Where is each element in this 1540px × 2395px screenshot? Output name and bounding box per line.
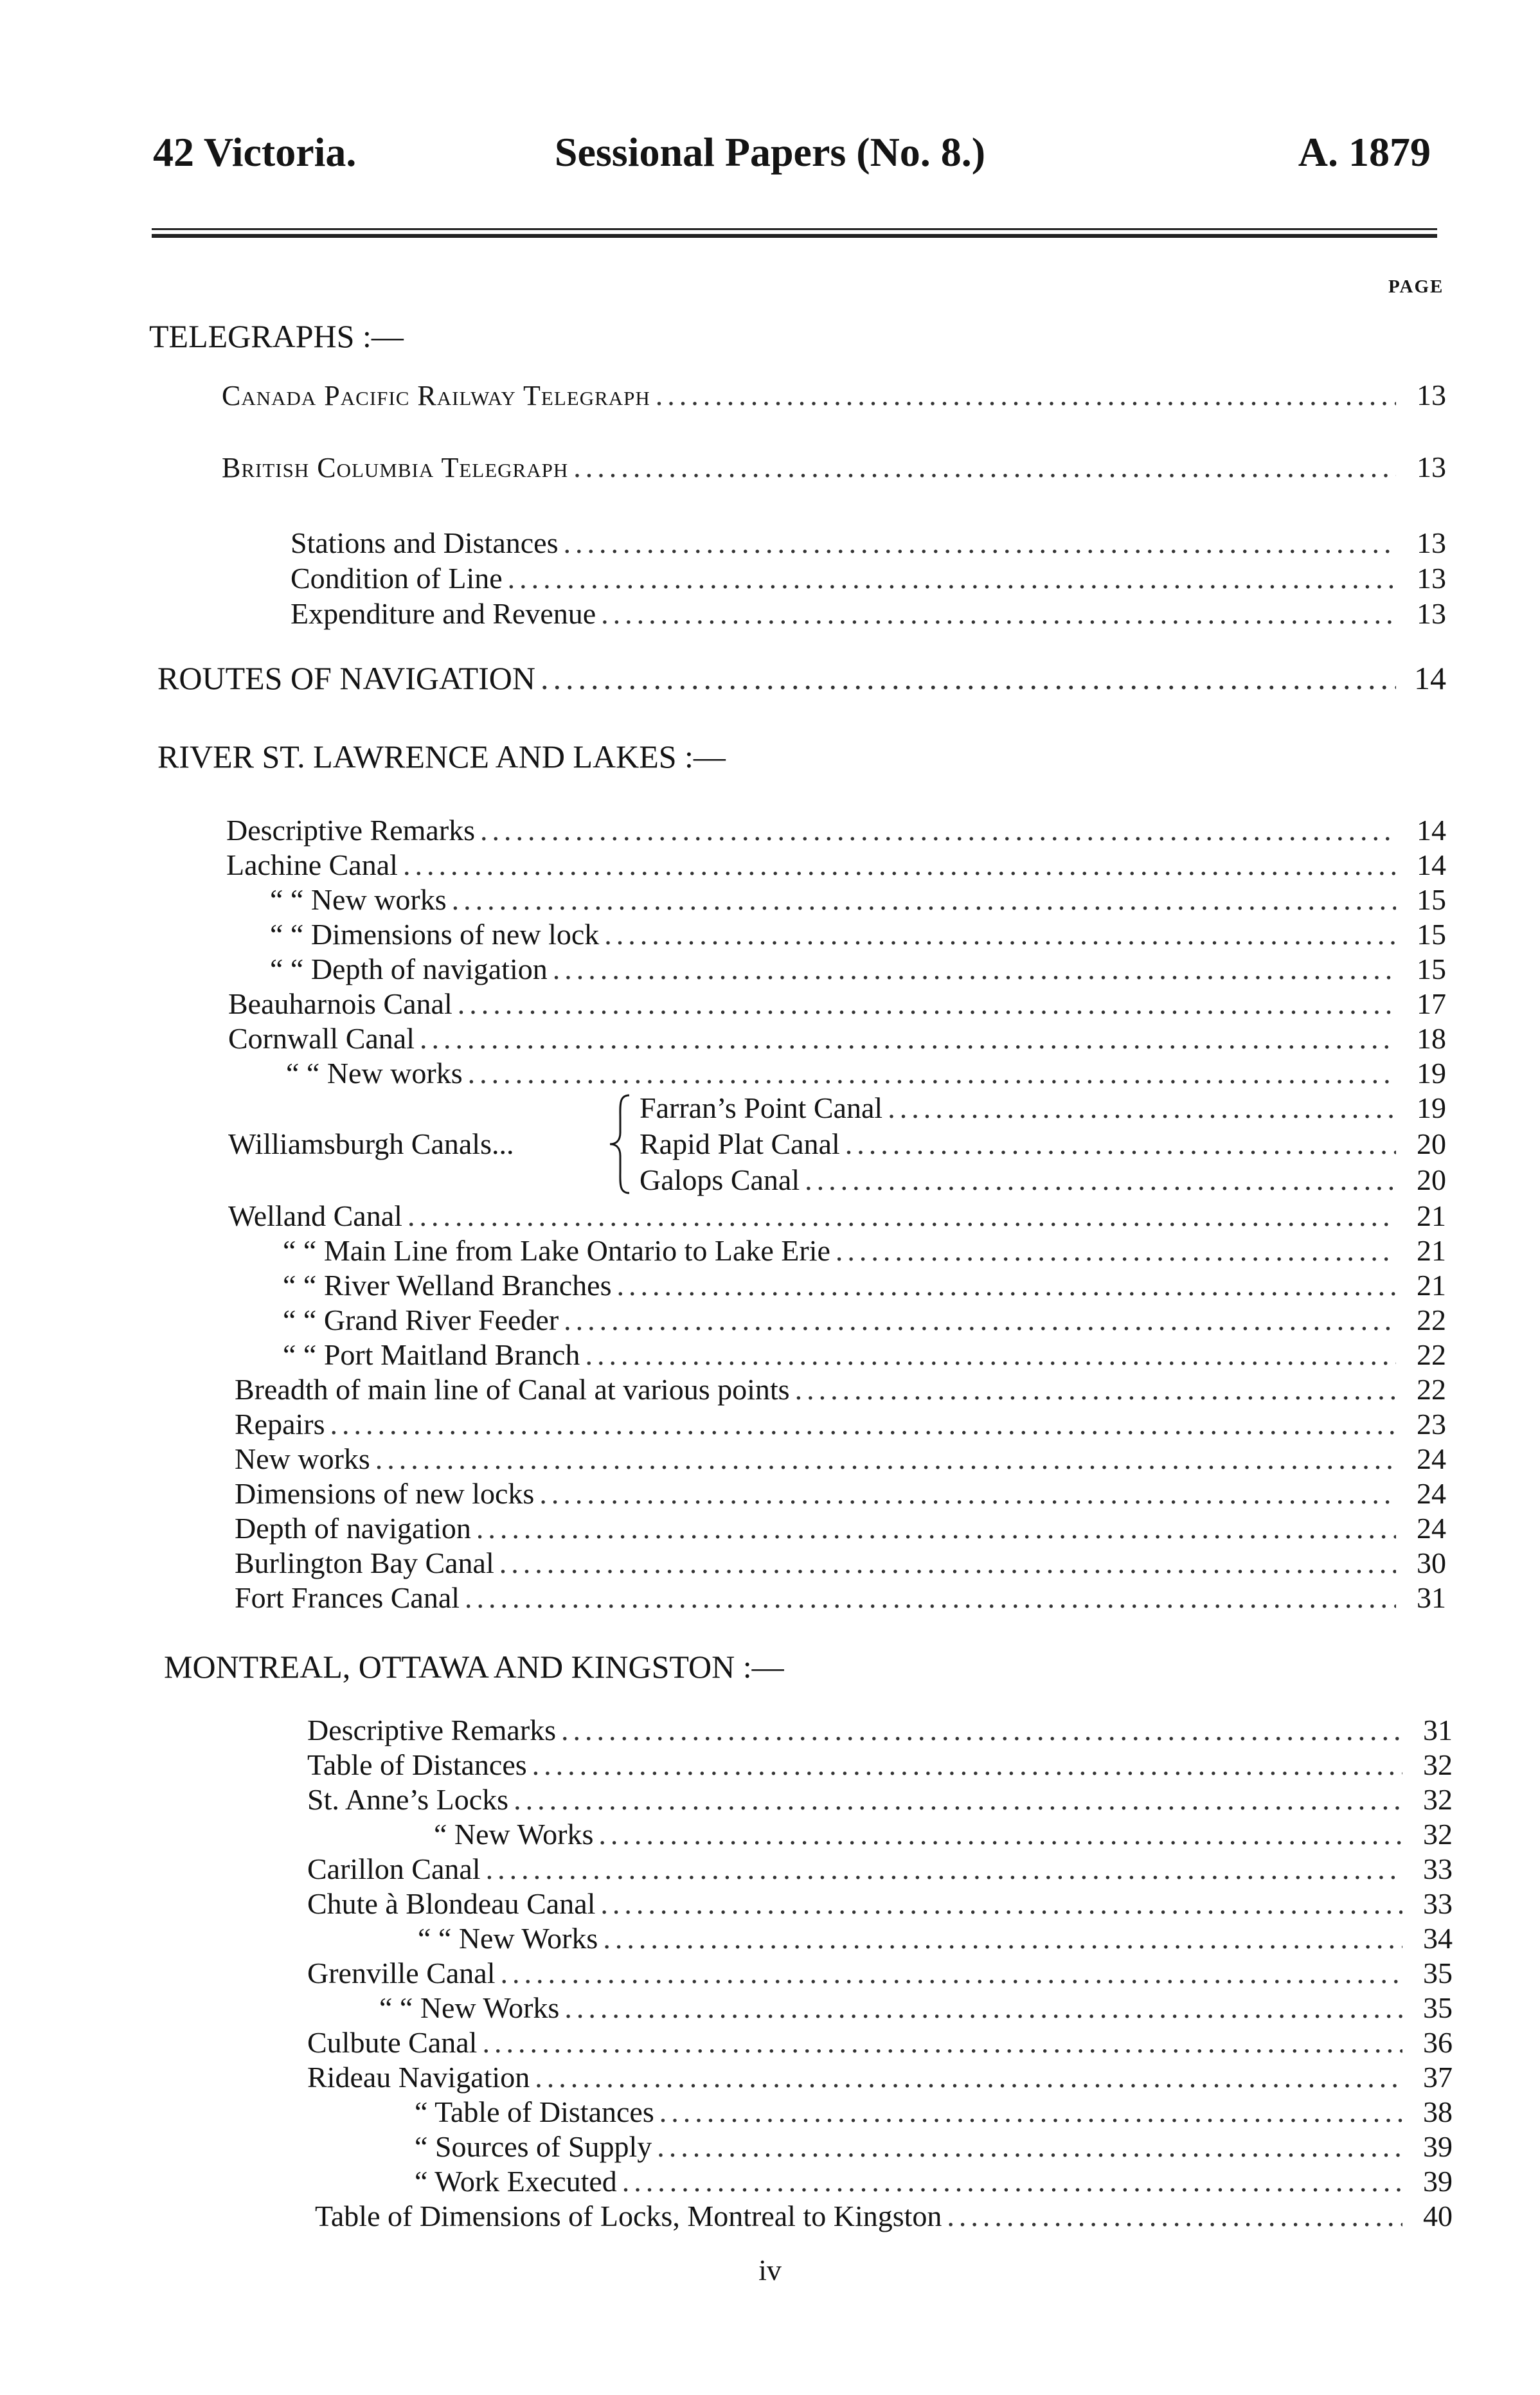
entry-page: 13	[1417, 597, 1446, 630]
leader-dots	[836, 1232, 1396, 1270]
header-rule-thick	[152, 234, 1437, 238]
toc-entry	[640, 1125, 1446, 1163]
toc-entry-routes	[157, 659, 1446, 697]
leader-dots	[657, 2128, 1402, 2166]
leader-dots	[585, 1336, 1396, 1374]
leader-dots	[403, 846, 1396, 884]
entry-page: 24	[1417, 1477, 1446, 1510]
entry-label: Lachine Canal	[226, 848, 398, 881]
leader-dots	[564, 524, 1397, 562]
entry-page: 20	[1417, 1127, 1446, 1160]
entry-page: 24	[1417, 1512, 1446, 1545]
entry-page: 22	[1417, 1373, 1446, 1406]
entry-page: 35	[1423, 1957, 1453, 1989]
entry-label: Condition of Line	[291, 562, 503, 595]
toc-entry	[235, 1370, 1446, 1409]
toc-entry	[235, 1475, 1446, 1513]
section-heading-montreal: MONTREAL, OTTAWA AND KINGSTON :—	[164, 1649, 784, 1685]
entry-label: British Columbia Telegraph	[222, 452, 569, 483]
entry-label: New works	[235, 1442, 370, 1475]
toc-entry	[640, 1089, 1446, 1127]
leader-dots	[564, 1989, 1402, 2027]
toc-entry	[222, 448, 1446, 487]
entry-label: Stations and Distances	[291, 526, 559, 559]
entry-page: 19	[1417, 1091, 1446, 1124]
toc-entry	[307, 1781, 1453, 1819]
leader-dots	[553, 950, 1396, 989]
entry-label: Chute à Blondeau Canal	[307, 1887, 596, 1920]
toc-entry	[307, 1954, 1453, 1993]
entry-label: Burlington Bay Canal	[235, 1547, 494, 1579]
leader-dots	[476, 1509, 1396, 1548]
entry-label: ROUTES OF NAVIGATION	[157, 660, 535, 696]
entry-label: Fort Frances Canal	[235, 1581, 460, 1614]
leader-dots	[514, 1781, 1402, 1819]
entry-label: Beauharnois Canal	[228, 987, 452, 1020]
leader-dots	[539, 1475, 1396, 1513]
entry-page: 22	[1417, 1338, 1446, 1371]
toc-entry	[270, 881, 1446, 919]
leader-dots	[486, 1850, 1402, 1888]
toc-entry	[228, 1019, 1446, 1058]
entry-page: 32	[1423, 1783, 1453, 1816]
entry-label: Descriptive Remarks	[226, 814, 476, 847]
entry-page: 17	[1417, 987, 1446, 1020]
toc-entry	[315, 2197, 1453, 2236]
entry-page: 15	[1417, 883, 1446, 916]
toc-entry	[291, 559, 1446, 598]
leader-dots	[541, 659, 1396, 697]
entry-page: 38	[1423, 2095, 1453, 2128]
leader-dots	[407, 1197, 1396, 1235]
curly-brace-icon	[607, 1093, 633, 1196]
toc-entry	[235, 1544, 1446, 1583]
entry-page: 15	[1417, 953, 1446, 985]
entry-label: Farran’s Point Canal	[640, 1091, 883, 1124]
toc-entry	[283, 1301, 1446, 1340]
toc-entry	[415, 2128, 1453, 2166]
entry-label: “ Work Executed	[415, 2165, 617, 2198]
leader-dots	[604, 915, 1396, 954]
entry-page: 31	[1423, 1714, 1453, 1746]
entry-label: “ “ Depth of navigation	[270, 953, 548, 985]
entry-label: Repairs	[235, 1408, 325, 1440]
williamsburgh-canals-label: Williamsburgh Canals...	[228, 1127, 514, 1160]
toc-entry	[235, 1440, 1446, 1478]
page-folio: iv	[758, 2254, 782, 2286]
toc-entry	[286, 1054, 1446, 1093]
entry-label: “ “ New works	[270, 883, 447, 916]
toc-entry	[307, 1850, 1453, 1888]
toc-entry	[270, 950, 1446, 989]
entry-page: 14	[1417, 848, 1446, 881]
entry-label: “ “ Main Line from Lake Ontario to Lake Erie	[283, 1234, 830, 1267]
entry-label: Expenditure and Revenue	[291, 597, 596, 630]
leader-dots	[452, 881, 1396, 919]
toc-entry	[415, 2162, 1453, 2201]
entry-label: Galops Canal	[640, 1163, 800, 1196]
entry-label: Depth of navigation	[235, 1512, 471, 1545]
toc-entry	[226, 846, 1446, 884]
entry-label: Rideau Navigation	[307, 2061, 530, 2094]
leader-dots	[330, 1405, 1396, 1444]
entry-label: Dimensions of new locks	[235, 1477, 535, 1510]
entry-page: 33	[1423, 1852, 1453, 1885]
entry-page: 22	[1417, 1304, 1446, 1336]
entry-page: 35	[1423, 1991, 1453, 2024]
entry-label: “ Sources of Supply	[415, 2130, 652, 2163]
entry-label: “ “ New works	[286, 1057, 463, 1090]
entry-page: 24	[1417, 1442, 1446, 1475]
entry-page: 18	[1417, 1022, 1446, 1055]
entry-label: Carillon Canal	[307, 1852, 481, 1885]
section-heading-river: RIVER ST. LAWRENCE AND LAKES :—	[157, 739, 726, 775]
toc-entry	[418, 1919, 1453, 1958]
entry-page: 36	[1423, 2026, 1453, 2059]
toc-entry	[235, 1405, 1446, 1444]
leader-dots	[845, 1125, 1396, 1163]
entry-label: “ “ Dimensions of new lock	[270, 918, 600, 951]
entry-page: 37	[1423, 2061, 1453, 2094]
leader-dots	[375, 1440, 1396, 1478]
header-right: A. 1879	[1298, 129, 1431, 175]
toc-entry	[379, 1989, 1453, 2027]
toc-entry	[270, 915, 1446, 954]
leader-dots	[501, 1954, 1402, 1993]
entry-label: “ Table of Distances	[415, 2095, 654, 2128]
entry-label: Breadth of main line of Canal at various points	[235, 1373, 790, 1406]
leader-dots	[805, 1161, 1396, 1199]
toc-entry	[307, 2058, 1453, 2097]
entry-label: Grenville Canal	[307, 1957, 496, 1989]
entry-page: 21	[1417, 1234, 1446, 1267]
entry-label: “ New Works	[434, 1818, 594, 1851]
toc-entry	[307, 1885, 1453, 1923]
toc-entry	[307, 1746, 1453, 1784]
toc-entry	[291, 524, 1446, 562]
entry-page: 40	[1423, 2200, 1453, 2232]
entry-page: 33	[1423, 1887, 1453, 1920]
toc-entry	[283, 1232, 1446, 1270]
entry-label: Welland Canal	[228, 1199, 402, 1232]
toc-entry	[291, 595, 1446, 633]
leader-dots	[561, 1711, 1402, 1750]
entry-page: 21	[1417, 1269, 1446, 1302]
entry-page: 13	[1417, 451, 1446, 483]
leader-dots	[622, 2162, 1402, 2201]
leader-dots	[603, 1919, 1402, 1958]
leader-dots	[420, 1019, 1396, 1058]
entry-label: “ “ River Welland Branches	[283, 1269, 612, 1302]
toc-entry	[228, 1197, 1446, 1235]
toc-entry	[434, 1815, 1453, 1854]
leader-dots	[465, 1579, 1396, 1617]
leader-dots	[656, 376, 1396, 415]
leader-dots	[947, 2197, 1402, 2236]
entry-page: 34	[1423, 1922, 1453, 1955]
entry-label: St. Anne’s Locks	[307, 1783, 509, 1816]
entry-page: 14	[1414, 660, 1446, 696]
entry-page: 21	[1417, 1199, 1446, 1232]
entry-label: Table of Dimensions of Locks, Montreal to Kingston	[315, 2200, 942, 2232]
leader-dots	[564, 1301, 1396, 1340]
entry-page: 15	[1417, 918, 1446, 951]
leader-dots	[601, 595, 1396, 633]
entry-page: 13	[1417, 562, 1446, 595]
entry-page: 13	[1417, 526, 1446, 559]
header-center: Sessional Papers (No. 8.)	[554, 129, 986, 175]
entry-page: 39	[1423, 2130, 1453, 2163]
leader-dots	[532, 1746, 1402, 1784]
leader-dots	[659, 2093, 1402, 2131]
toc-entry	[307, 2023, 1453, 2062]
entry-page: 32	[1423, 1818, 1453, 1851]
toc-entry	[222, 376, 1446, 415]
leader-dots	[600, 1885, 1402, 1923]
entry-page: 30	[1417, 1547, 1446, 1579]
entry-page: 14	[1417, 814, 1446, 847]
entry-page: 23	[1417, 1408, 1446, 1440]
leader-dots	[535, 2058, 1402, 2097]
toc-entry	[415, 2093, 1453, 2131]
leader-dots	[499, 1544, 1396, 1583]
toc-entry	[307, 1711, 1453, 1750]
page-column-label: PAGE	[1388, 276, 1444, 297]
entry-page: 31	[1417, 1581, 1446, 1614]
entry-page: 19	[1417, 1057, 1446, 1090]
toc-entry	[283, 1266, 1446, 1305]
entry-page: 32	[1423, 1748, 1453, 1781]
entry-label: “ “ New Works	[418, 1922, 598, 1955]
toc-entry	[226, 811, 1446, 850]
entry-label: Culbute Canal	[307, 2026, 478, 2059]
entry-label: Descriptive Remarks	[307, 1714, 557, 1746]
leader-dots	[508, 559, 1396, 598]
entry-page: 13	[1417, 379, 1446, 411]
entry-label: Rapid Plat Canal	[640, 1127, 840, 1160]
leader-dots	[598, 1815, 1402, 1854]
leader-dots	[482, 2023, 1402, 2062]
leader-dots	[616, 1266, 1396, 1305]
entry-label: “ “ Port Maitland Branch	[283, 1338, 580, 1371]
leader-dots	[458, 985, 1396, 1023]
toc-entry	[235, 1509, 1446, 1548]
leader-dots	[480, 811, 1396, 850]
entry-label: Cornwall Canal	[228, 1022, 415, 1055]
entry-label: Canada Pacific Railway Telegraph	[222, 380, 650, 411]
toc-entry	[228, 985, 1446, 1023]
entry-page: 20	[1417, 1163, 1446, 1196]
section-heading-telegraphs: TELEGRAPHS :—	[149, 318, 404, 354]
header-left: 42 Victoria.	[153, 129, 357, 175]
entry-label: “ “ Grand River Feeder	[283, 1304, 559, 1336]
toc-entry	[640, 1161, 1446, 1199]
entry-label: Table of Distances	[307, 1748, 527, 1781]
toc-entry	[283, 1336, 1446, 1374]
leader-dots	[888, 1089, 1396, 1127]
header-rule-thin	[152, 228, 1437, 230]
entry-page: 39	[1423, 2165, 1453, 2198]
leader-dots	[795, 1370, 1396, 1409]
leader-dots	[468, 1054, 1396, 1093]
entry-label: “ “ New Works	[379, 1991, 560, 2024]
toc-entry	[235, 1579, 1446, 1617]
leader-dots	[573, 448, 1396, 487]
